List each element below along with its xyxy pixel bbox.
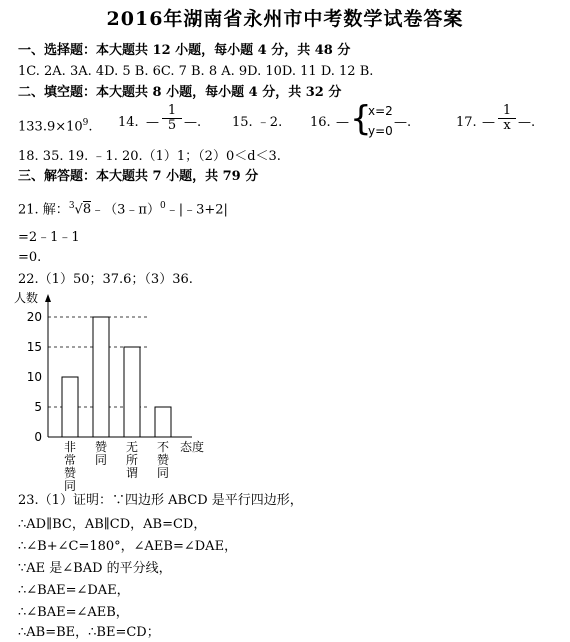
section1-heading: 一、选择题：本大题共 12 小题，每小题 4 分，共 48 分 — [18, 43, 351, 58]
answer-13: $133.9\times 10^9$. — [18, 118, 93, 135]
attitude-bar-chart — [10, 291, 230, 493]
q21-expression: 21. 解：$^3$√8﹣（3﹣π）$^0$﹣|﹣3+2| — [18, 201, 228, 218]
answer-14-label: 14. — [118, 115, 139, 130]
y-tick-label: 0 — [34, 430, 42, 444]
q21-step2: =2﹣1﹣1 — [18, 230, 80, 245]
category-label-char: 同 — [63, 479, 77, 493]
answer-15: 15. ﹣2. — [232, 115, 283, 130]
bar-1 — [62, 377, 78, 437]
q23-line-2: ∴AD∥BC，AB∥CD，AB=CD， — [18, 517, 207, 532]
q23-line-6: ∴∠BAE=∠AEB， — [18, 605, 129, 620]
section2-heading: 二、填空题：本大题共 8 小题，每小题 4 分，共 32 分 — [18, 85, 342, 100]
fill-in-row: $133.9\times 10^9$. 14. — 1 5 —. 15. ﹣2. 16. — { x=2 y=0 —. 17. — 1 x —. — [18, 99, 536, 139]
category-label-char: 赞 — [63, 466, 77, 480]
bar-2 — [93, 317, 109, 437]
y-axis-arrow-icon — [45, 294, 51, 302]
answer-16-bottom: y=0 — [368, 124, 393, 138]
category-label-char: 赞 — [156, 453, 170, 467]
answer-17-fraction: 1 x — [498, 104, 516, 133]
category-label-char: 常 — [63, 453, 77, 467]
category-label-char: 谓 — [125, 466, 139, 480]
y-tick-label: 20 — [26, 310, 42, 324]
q23-line-3: ∴∠B+∠C=180°，∠AEB=∠DAE， — [18, 539, 238, 554]
section3-heading: 三、解答题：本大题共 7 小题，共 79 分 — [18, 169, 259, 184]
category-label-char: 所 — [125, 453, 139, 467]
answer-16-top: x=2 — [368, 104, 393, 118]
q23-line-7: ∴AB=BE，∴BE=CD； — [18, 625, 160, 640]
answer-17-label: 17. — [456, 115, 477, 130]
y-axis-label: 人数 — [14, 291, 39, 305]
category-label-char: 不 — [156, 440, 170, 454]
answer-14-fraction: 1 5 — [162, 104, 182, 133]
category-label-char: 同 — [156, 466, 170, 480]
q22-answer: 22.（1）50；37.6；（3）36. — [18, 272, 193, 287]
y-tick-label: 5 — [34, 400, 42, 414]
q23-line-1: 23.（1）证明：∵四边形 ABCD 是平行四边形， — [18, 493, 303, 508]
q23-line-4: ∵AE 是∠BAD 的平分线， — [18, 561, 172, 576]
category-label-char: 非 — [63, 440, 77, 454]
category-label-char: 同 — [94, 453, 108, 467]
q21-step3: =0. — [18, 250, 42, 265]
bar-3 — [124, 347, 140, 437]
bar-4 — [155, 407, 171, 437]
category-label-char: 无 — [125, 440, 139, 454]
x-axis-label: 态度 — [180, 440, 205, 454]
answer-16-label: 16. — [310, 115, 331, 130]
category-label-char: 赞 — [94, 440, 108, 454]
brace-icon: { — [350, 99, 372, 139]
answers-18-20: 18. 35. 19. ﹣1. 20.（1）1；（2）0＜d＜3. — [18, 149, 281, 164]
y-tick-label: 15 — [26, 340, 42, 354]
page-title: 2016年湖南省永州市中考数学试卷答案 — [106, 8, 464, 30]
q23-line-5: ∴∠BAE=∠DAE， — [18, 583, 130, 598]
section1-answers: 1C. 2A. 3A. 4D. 5 B. 6C. 7 B. 8 A. 9D. 10D. 11 D. 12 B. — [18, 64, 374, 79]
y-tick-label: 10 — [26, 370, 42, 384]
